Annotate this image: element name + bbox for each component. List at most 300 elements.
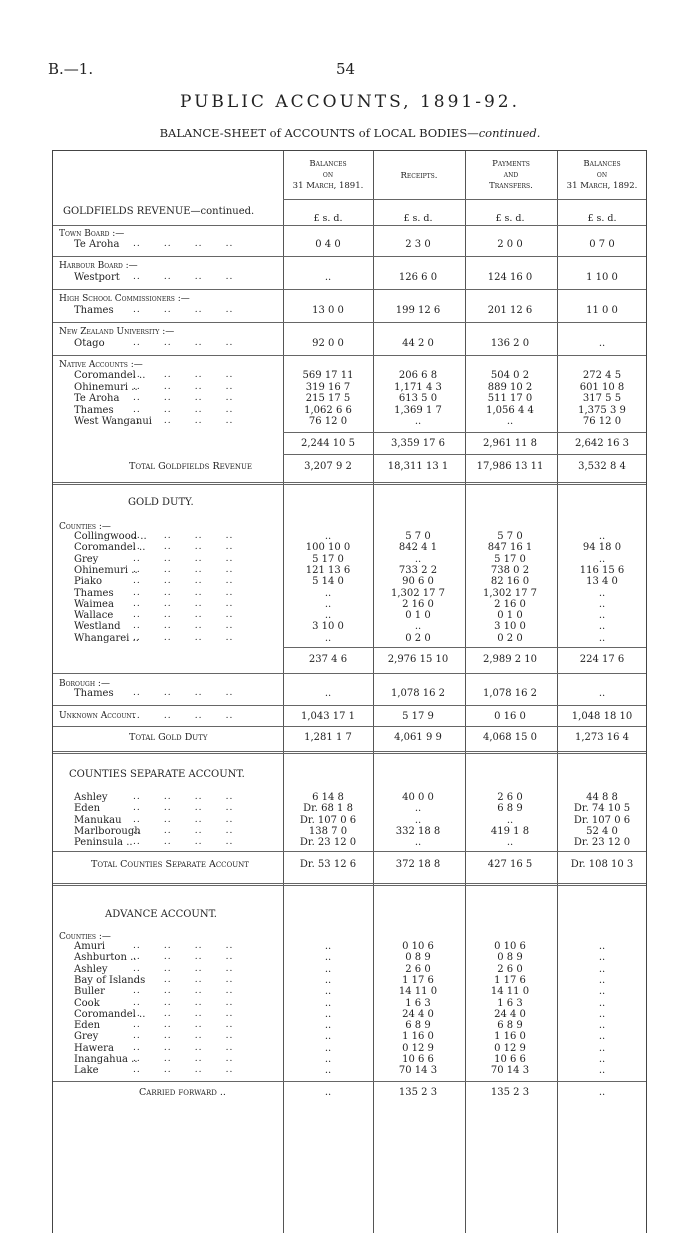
amount-cell: 82 16 0 bbox=[490, 576, 530, 588]
table-row bbox=[53, 792, 646, 803]
table-row bbox=[53, 837, 646, 848]
amount-cell: Dr. 107 0 6 bbox=[299, 814, 357, 826]
row-label: Manukau bbox=[74, 814, 122, 826]
row-rule bbox=[53, 355, 646, 356]
table-row bbox=[53, 1009, 646, 1020]
table-row bbox=[53, 338, 646, 349]
row-label: Thames bbox=[74, 305, 114, 316]
amount-cell: Dr. 107 0 6 bbox=[573, 814, 631, 826]
leader-dots: .. .. .. .. bbox=[133, 393, 234, 404]
amount-cell: 1,375 3 9 bbox=[578, 404, 626, 416]
amount-cell: .. bbox=[598, 997, 606, 1009]
unit-label: £ s. d. bbox=[495, 213, 525, 224]
amount-cell: 1,043 17 1 bbox=[300, 711, 356, 722]
amount-cell: 1,273 16 4 bbox=[574, 732, 630, 743]
section-rule bbox=[53, 482, 646, 485]
amount-cell: .. bbox=[414, 803, 422, 815]
row-label: Thames bbox=[74, 688, 114, 699]
leader-dots: .. .. .. .. bbox=[133, 1008, 234, 1019]
amount-cell: 201 12 6 bbox=[487, 305, 533, 316]
amount-cell: 272 4 5 bbox=[582, 370, 622, 381]
amount-cell: 317 5 5 bbox=[582, 393, 622, 405]
amount-cell: 0 7 0 bbox=[589, 239, 615, 250]
total-label: Carried forward .. bbox=[139, 1087, 226, 1098]
amount-cell: 70 14 3 bbox=[490, 1065, 530, 1077]
amount-cell: 0 12 9 bbox=[402, 1042, 434, 1054]
amount-cell: .. bbox=[324, 1042, 332, 1054]
amount-cell: 0 12 9 bbox=[494, 1042, 526, 1054]
amount-cell: 1 16 0 bbox=[402, 1031, 434, 1043]
leader-dots: .. .. .. .. bbox=[133, 986, 234, 997]
subheading-borough: Borough :— bbox=[59, 679, 110, 689]
amount-cell: 124 16 0 bbox=[487, 272, 533, 283]
unit-label: £ s. d. bbox=[403, 213, 433, 224]
table-row bbox=[53, 975, 646, 986]
amount-cell: .. bbox=[598, 621, 606, 633]
table-row bbox=[53, 416, 646, 427]
table-row bbox=[53, 688, 646, 699]
amount-cell: 0 10 6 bbox=[494, 941, 526, 952]
amount-cell: 90 6 0 bbox=[402, 576, 434, 588]
amount-cell: 135 2 3 bbox=[490, 1087, 530, 1098]
leader-dots: .. .. .. .. bbox=[133, 553, 234, 564]
amount-cell: 569 17 11 bbox=[302, 370, 354, 381]
amount-cell: 0 16 0 bbox=[494, 711, 526, 722]
leader-dots: .. .. .. .. bbox=[133, 404, 234, 415]
amount-cell: 4,061 9 9 bbox=[394, 732, 442, 743]
leader-dots: .. .. .. .. bbox=[133, 610, 234, 621]
amount-cell: .. bbox=[598, 941, 606, 952]
amount-cell: 0 8 9 bbox=[405, 952, 431, 964]
amount-cell: .. bbox=[598, 1042, 606, 1054]
leader-dots: .. .. .. .. bbox=[133, 381, 234, 392]
amount-cell: 199 12 6 bbox=[395, 305, 441, 316]
leader-dots: .. .. .. .. bbox=[133, 621, 234, 632]
amount-cell: 1,281 1 7 bbox=[304, 732, 352, 743]
leader-dots: .. .. .. .. bbox=[133, 542, 234, 553]
amount-cell: 24 4 0 bbox=[494, 1008, 526, 1020]
amount-cell: .. bbox=[506, 416, 514, 428]
amount-cell: 1,171 4 3 bbox=[394, 381, 442, 393]
amount-cell: 0 4 0 bbox=[315, 239, 341, 250]
subheading-counties: Counties :— bbox=[59, 522, 111, 532]
row-label: West Wanganui bbox=[74, 416, 152, 428]
subheading-harbour-board: Harbour Board :— bbox=[59, 261, 138, 271]
column-header-receipts: Receipts. bbox=[400, 171, 438, 181]
leader-dots: .. .. .. .. bbox=[133, 370, 234, 380]
row-label: Thames bbox=[74, 587, 114, 599]
amount-cell: .. bbox=[598, 598, 606, 610]
amount-cell: 0 2 0 bbox=[497, 632, 523, 644]
amount-cell: .. bbox=[324, 941, 332, 952]
leader-dots: .. .. .. .. bbox=[133, 338, 234, 348]
amount-cell: 2 6 0 bbox=[497, 792, 523, 803]
amount-cell: .. bbox=[324, 272, 332, 283]
table-row bbox=[53, 621, 646, 632]
amount-cell: 2 16 0 bbox=[494, 598, 526, 610]
leader-dots: .. .. .. .. bbox=[133, 952, 234, 963]
amount-cell: 5 17 9 bbox=[402, 711, 434, 722]
table-row bbox=[53, 815, 646, 826]
table-row bbox=[53, 826, 646, 837]
section-rule bbox=[53, 751, 646, 754]
table-row bbox=[53, 964, 646, 975]
total-row bbox=[53, 859, 646, 870]
amount-cell: 889 10 2 bbox=[487, 381, 533, 393]
amount-cell: 2,989 2 10 bbox=[482, 654, 538, 665]
amount-cell: 733 2 2 bbox=[398, 564, 438, 576]
amount-cell: .. bbox=[598, 587, 606, 599]
amount-cell: 6 8 9 bbox=[497, 1020, 523, 1032]
amount-cell: .. bbox=[598, 1008, 606, 1020]
row-label: Collingwood .. bbox=[74, 531, 147, 542]
amount-cell: 1,048 18 10 bbox=[571, 711, 633, 722]
amount-cell: .. bbox=[598, 1087, 606, 1098]
row-rule bbox=[53, 705, 646, 706]
amount-cell: .. bbox=[598, 632, 606, 644]
amount-cell: .. bbox=[598, 531, 606, 542]
row-label: Grey bbox=[74, 1031, 99, 1043]
section-heading-counties-separate: COUNTIES SEPARATE ACCOUNT. bbox=[69, 769, 245, 780]
amount-cell: .. bbox=[598, 952, 606, 964]
amount-cell: .. bbox=[324, 1020, 332, 1032]
amount-cell: 6 8 9 bbox=[497, 803, 523, 815]
amount-cell: 1,078 16 2 bbox=[482, 688, 538, 699]
row-rule bbox=[53, 851, 646, 852]
amount-cell: 10 6 6 bbox=[402, 1054, 434, 1065]
table-row bbox=[53, 711, 646, 722]
amount-cell: 847 16 1 bbox=[487, 542, 533, 554]
header-rule bbox=[283, 199, 646, 200]
amount-cell: 6 8 9 bbox=[405, 1020, 431, 1032]
unit-label: £ s. d. bbox=[587, 213, 617, 224]
table-subtitle: BALANCE-SHEET of ACCOUNTS of LOCAL BODIES—continued. bbox=[159, 126, 541, 140]
amount-cell: .. bbox=[324, 531, 332, 542]
amount-cell: 121 13 6 bbox=[305, 564, 351, 576]
total-label: Total Gold Duty bbox=[129, 732, 208, 743]
amount-cell: 92 0 0 bbox=[312, 338, 344, 349]
amount-cell: 1 16 0 bbox=[494, 1031, 526, 1043]
amount-cell: 2 6 0 bbox=[405, 963, 431, 975]
amount-cell: .. bbox=[506, 814, 514, 826]
amount-cell: .. bbox=[324, 1065, 332, 1077]
table-row bbox=[53, 542, 646, 553]
leader-dots: .. .. .. .. bbox=[133, 564, 234, 575]
amount-cell: .. bbox=[598, 974, 606, 986]
table-row bbox=[53, 941, 646, 952]
amount-cell: 17,986 13 11 bbox=[476, 461, 544, 472]
row-rule bbox=[283, 454, 646, 455]
row-label: Hawera bbox=[74, 1042, 114, 1054]
amount-cell: .. bbox=[598, 1020, 606, 1032]
amount-cell: .. bbox=[324, 688, 332, 699]
amount-cell: 11 0 0 bbox=[586, 305, 618, 316]
amount-cell: 76 12 0 bbox=[308, 416, 348, 428]
amount-cell: 601 10 8 bbox=[579, 381, 625, 393]
leader-dots: .. .. .. .. bbox=[133, 1054, 234, 1064]
amount-cell: 1 17 6 bbox=[402, 974, 434, 986]
amount-cell: 0 1 0 bbox=[497, 610, 523, 622]
amount-cell: 2 0 0 bbox=[497, 239, 523, 250]
amount-cell: 3 10 0 bbox=[494, 621, 526, 633]
total-label: Total Counties Separate Account bbox=[91, 859, 249, 870]
amount-cell: .. bbox=[324, 1031, 332, 1043]
amount-cell: 1,302 17 7 bbox=[390, 587, 446, 599]
table-row bbox=[53, 370, 646, 381]
amount-cell: .. bbox=[324, 952, 332, 964]
amount-cell: 842 4 1 bbox=[398, 542, 438, 554]
amount-cell: 138 7 0 bbox=[308, 825, 348, 837]
table-row bbox=[53, 1043, 646, 1054]
amount-cell: 1,302 17 7 bbox=[482, 587, 538, 599]
amount-cell: Dr. 74 10 5 bbox=[573, 803, 631, 815]
unit-label: £ s. d. bbox=[313, 213, 343, 224]
amount-cell: 126 6 0 bbox=[398, 272, 438, 283]
amount-cell: .. bbox=[598, 1054, 606, 1065]
row-label: Cook bbox=[74, 997, 100, 1009]
row-label: Ashburton .. bbox=[74, 952, 137, 964]
amount-cell: 0 10 6 bbox=[402, 941, 434, 952]
amount-cell: 44 2 0 bbox=[402, 338, 434, 349]
amount-cell: 13 0 0 bbox=[312, 305, 344, 316]
amount-cell: .. bbox=[324, 1087, 332, 1098]
amount-cell: 70 14 3 bbox=[398, 1065, 438, 1077]
amount-cell: 237 4 6 bbox=[308, 654, 348, 665]
column-header-balances-1891: Balances on 31 March, 1891. bbox=[292, 159, 364, 191]
amount-cell: 76 12 0 bbox=[582, 416, 622, 428]
table-row bbox=[53, 998, 646, 1009]
total-row bbox=[53, 732, 646, 743]
leader-dots: .. .. .. .. bbox=[133, 576, 234, 587]
amount-cell: 10 6 6 bbox=[494, 1054, 526, 1065]
row-label: Unknown Account bbox=[59, 711, 136, 721]
amount-cell: 14 11 0 bbox=[490, 986, 530, 998]
amount-cell: 1,078 16 2 bbox=[390, 688, 446, 699]
table-row bbox=[53, 405, 646, 416]
total-row bbox=[53, 461, 646, 472]
leader-dots: .. .. .. .. bbox=[133, 825, 234, 836]
column-header-balances-1892: Balances on 31 March, 1892. bbox=[566, 159, 638, 191]
amount-cell: .. bbox=[324, 632, 332, 644]
amount-cell: .. bbox=[324, 974, 332, 986]
row-label: Westport bbox=[74, 272, 120, 283]
table-row bbox=[53, 633, 646, 644]
amount-cell: 2,244 10 5 bbox=[300, 438, 356, 449]
subtotal-rule bbox=[283, 647, 646, 648]
amount-cell: 100 10 0 bbox=[305, 542, 351, 554]
table-row bbox=[53, 1031, 646, 1042]
leader-dots: .. .. .. .. bbox=[133, 1065, 234, 1076]
table-row bbox=[53, 1065, 646, 1076]
page-number: 54 bbox=[336, 60, 356, 78]
row-label: Ohinemuri .. bbox=[74, 381, 138, 393]
row-rule bbox=[53, 726, 646, 727]
amount-cell: .. bbox=[324, 963, 332, 975]
amount-cell: 738 0 2 bbox=[490, 564, 530, 576]
amount-cell: 13 4 0 bbox=[586, 576, 618, 588]
row-label: Buller bbox=[74, 986, 105, 998]
amount-cell: 116 15 6 bbox=[579, 564, 625, 576]
amount-cell: 2 3 0 bbox=[405, 239, 431, 250]
column-header-payments: Payments and Transfers. bbox=[489, 159, 533, 191]
leader-dots: .. .. .. .. bbox=[133, 837, 234, 848]
amount-cell: 504 0 2 bbox=[490, 370, 530, 381]
amount-cell: .. bbox=[598, 963, 606, 975]
amount-cell: 613 5 0 bbox=[398, 393, 438, 405]
amount-cell: Dr. 68 1 8 bbox=[303, 803, 353, 815]
leader-dots: .. .. .. .. bbox=[133, 531, 234, 541]
leader-dots: .. .. .. .. bbox=[133, 688, 234, 698]
row-label: Bay of Islands bbox=[74, 974, 146, 986]
page-title: PUBLIC ACCOUNTS, 1891-92. bbox=[179, 92, 521, 112]
leader-dots: .. .. .. .. bbox=[133, 974, 234, 985]
table-row bbox=[53, 588, 646, 599]
amount-cell: 5 17 0 bbox=[494, 553, 526, 565]
amount-cell: 319 16 7 bbox=[305, 381, 351, 393]
row-label: Thames bbox=[74, 404, 114, 416]
row-label: Marlborough bbox=[74, 825, 141, 837]
leader-dots: .. .. .. .. bbox=[133, 941, 234, 951]
amount-cell: 52 4 0 bbox=[586, 825, 618, 837]
amount-cell: .. bbox=[414, 553, 422, 565]
row-label: Coromandel .. bbox=[74, 370, 146, 381]
leader-dots: .. .. .. .. bbox=[133, 598, 234, 609]
amount-cell: Dr. 53 12 6 bbox=[299, 859, 357, 870]
section-rule bbox=[53, 883, 646, 886]
amount-cell: .. bbox=[598, 688, 606, 699]
amount-cell: .. bbox=[324, 598, 332, 610]
table-row bbox=[53, 531, 646, 542]
row-label: Amuri bbox=[74, 941, 106, 952]
row-label: Wallace bbox=[74, 610, 114, 622]
subtotal-row bbox=[53, 438, 646, 449]
table-row bbox=[53, 599, 646, 610]
amount-cell: Dr. 108 10 3 bbox=[570, 859, 634, 870]
amount-cell: .. bbox=[506, 837, 514, 849]
row-label: Lake bbox=[74, 1065, 99, 1077]
leader-dots: .. .. .. .. bbox=[133, 272, 234, 282]
amount-cell: .. bbox=[324, 587, 332, 599]
amount-cell: 1,062 6 6 bbox=[304, 404, 352, 416]
table-row bbox=[53, 565, 646, 576]
section-heading-gold-duty: GOLD DUTY. bbox=[128, 497, 194, 508]
total-label: Total Goldfields Revenue bbox=[129, 461, 253, 472]
row-rule bbox=[53, 289, 646, 290]
leader-dots: .. .. .. .. bbox=[133, 963, 234, 974]
amount-cell: .. bbox=[414, 837, 422, 849]
amount-cell: .. bbox=[598, 1031, 606, 1043]
amount-cell: 0 1 0 bbox=[405, 610, 431, 622]
table-row bbox=[53, 305, 646, 316]
leader-dots: .. .. .. .. bbox=[133, 587, 234, 598]
row-label: Coromandel .. bbox=[74, 542, 146, 554]
row-label: Peninsula .. bbox=[74, 837, 133, 849]
row-rule bbox=[53, 322, 646, 323]
amount-cell: 372 18 8 bbox=[395, 859, 441, 870]
amount-cell: 2 16 0 bbox=[402, 598, 434, 610]
amount-cell: .. bbox=[324, 986, 332, 998]
row-label: Ashley bbox=[74, 792, 108, 803]
amount-cell: 332 18 8 bbox=[395, 825, 441, 837]
amount-cell: .. bbox=[324, 610, 332, 622]
leader-dots: .. .. .. .. bbox=[133, 803, 234, 814]
amount-cell: 0 2 0 bbox=[405, 632, 431, 644]
amount-cell: .. bbox=[598, 610, 606, 622]
subheading-native-accounts: Native Accounts :— bbox=[59, 360, 143, 370]
row-label: Piako bbox=[74, 576, 102, 588]
amount-cell: 44 8 8 bbox=[586, 792, 618, 803]
subheading-high-school: High School Commissioners :— bbox=[59, 294, 190, 304]
table-row bbox=[53, 554, 646, 565]
row-label: Te Aroha bbox=[74, 393, 120, 405]
subtotal-rule bbox=[283, 432, 646, 433]
amount-cell: .. bbox=[598, 553, 606, 565]
amount-cell: 1 10 0 bbox=[586, 272, 618, 283]
row-rule bbox=[53, 673, 646, 674]
amount-cell: 3,359 17 6 bbox=[390, 438, 446, 449]
leader-dots: .. .. .. .. bbox=[133, 305, 234, 315]
amount-cell: 3,207 9 2 bbox=[304, 461, 352, 472]
amount-cell: 511 17 0 bbox=[487, 393, 533, 405]
amount-cell: 1,056 4 4 bbox=[486, 404, 534, 416]
leader-dots: .. .. .. .. bbox=[133, 711, 234, 721]
amount-cell: 5 14 0 bbox=[312, 576, 344, 588]
leader-dots: .. .. .. .. bbox=[133, 997, 234, 1008]
row-label: Westland bbox=[74, 621, 121, 633]
amount-cell: 2,961 11 8 bbox=[482, 438, 538, 449]
amount-cell: 3 10 0 bbox=[312, 621, 344, 633]
table-row bbox=[53, 952, 646, 963]
leader-dots: .. .. .. .. bbox=[133, 1020, 234, 1031]
report-code: B.—1. bbox=[48, 60, 94, 78]
table-row bbox=[53, 576, 646, 587]
row-label: Te Aroha bbox=[74, 239, 120, 250]
amount-cell: 94 18 0 bbox=[582, 542, 622, 554]
subtotal-row bbox=[53, 654, 646, 665]
amount-cell: Dr. 23 12 0 bbox=[573, 837, 631, 849]
row-label: Eden bbox=[74, 803, 101, 815]
amount-cell: 6 14 8 bbox=[312, 792, 344, 803]
amount-cell: .. bbox=[324, 1008, 332, 1020]
amount-cell: 1 6 3 bbox=[497, 997, 523, 1009]
amount-cell: .. bbox=[414, 621, 422, 633]
row-label: Eden bbox=[74, 1020, 101, 1032]
amount-cell: 3,532 8 4 bbox=[578, 461, 626, 472]
table-row bbox=[53, 986, 646, 997]
subheading-town-board: Town Board :— bbox=[59, 229, 125, 239]
row-label: Ohinemuri .. bbox=[74, 564, 138, 576]
row-rule bbox=[53, 256, 646, 257]
amount-cell: 14 11 0 bbox=[398, 986, 438, 998]
leader-dots: .. .. .. .. bbox=[133, 632, 234, 643]
subheading-nz-university: New Zealand University :— bbox=[59, 327, 175, 337]
amount-cell: 2,642 16 3 bbox=[574, 438, 630, 449]
amount-cell: 1 6 3 bbox=[405, 997, 431, 1009]
leader-dots: .. .. .. .. bbox=[133, 239, 234, 249]
row-rule bbox=[53, 225, 646, 226]
amount-cell: 24 4 0 bbox=[402, 1008, 434, 1020]
amount-cell: 215 17 5 bbox=[305, 393, 351, 405]
amount-cell: 18,311 13 1 bbox=[387, 461, 449, 472]
amount-cell: 427 16 5 bbox=[487, 859, 533, 870]
row-label: Grey bbox=[74, 553, 99, 565]
carried-forward-row bbox=[53, 1087, 646, 1098]
amount-cell: 40 0 0 bbox=[402, 792, 434, 803]
amount-cell: 0 8 9 bbox=[497, 952, 523, 964]
amount-cell: 1 17 6 bbox=[494, 974, 526, 986]
amount-cell: .. bbox=[324, 1054, 332, 1065]
amount-cell: .. bbox=[324, 997, 332, 1009]
